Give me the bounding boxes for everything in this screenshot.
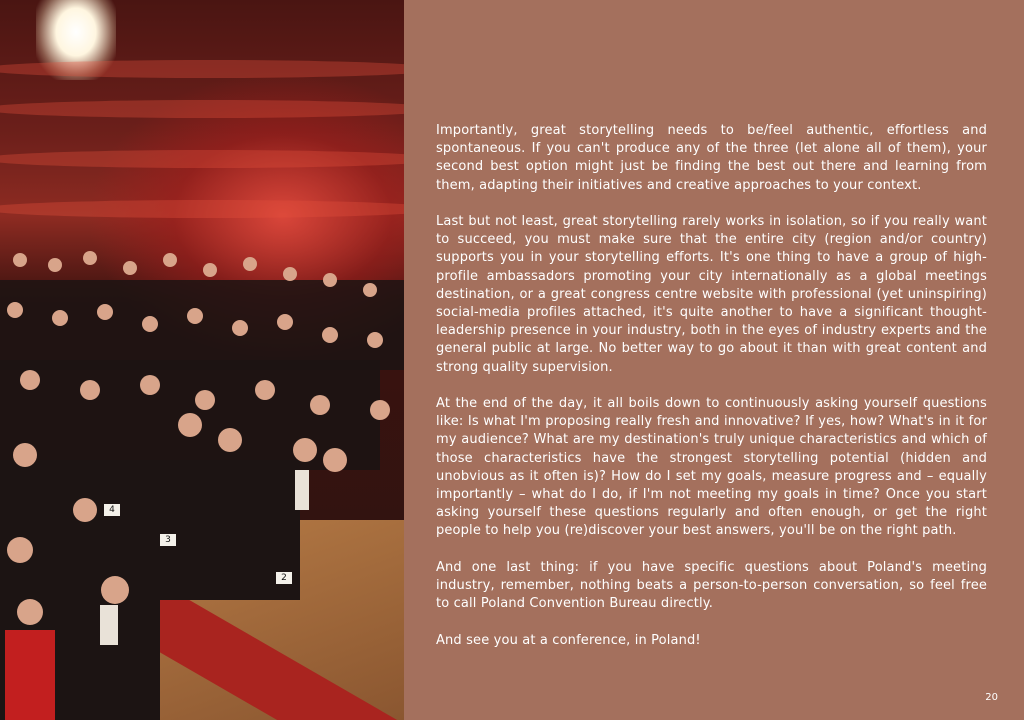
paragraph-contact-bureau: And one last thing: if you have specific questions about Poland's meeting industry, remember, nothing beats a person-to-person conversation, so feel free to call Poland Convention Bureau directly. xyxy=(436,559,987,612)
seat-number-tag: 4 xyxy=(104,504,120,516)
wall-relief xyxy=(0,100,404,118)
wall-relief xyxy=(0,200,404,218)
paragraph-authentic-storytelling: Importantly, great storytelling needs to be/feel authentic, effortless and spontaneous. If you can't produce any of the three (let alone all of them), your second best option might just be finding the best out there and learning from them, adapting their initiatives and creative approaches to your context. xyxy=(436,123,987,193)
audience-photo xyxy=(0,0,404,720)
body-text xyxy=(436,122,987,668)
audience-crowd xyxy=(0,240,404,720)
paragraph-closing: And see you at a conference, in Poland! xyxy=(436,632,701,648)
wall-relief xyxy=(0,150,404,168)
seat-number-tag: 2 xyxy=(276,572,292,584)
seat-number-tag: 3 xyxy=(160,534,176,546)
paragraph-asking-questions: At the end of the day, it all boils down to continuously asking yourself questions like: Is what I'm proposing really fresh and innovative? If yes, how? What's in it for my audience? What are my destination's truly unique characteristics and which of those characteristics have the strongest storytelling potential (hidden and unobvious as it often is)? How do I set my goals, measure progress and – equally importantly – what do I do, if I'm not meeting my goals in time? Once you start asking yourself these questions regularly and often enough, or get the right people to help you (re)discover your best answers, you'll be on the right path. xyxy=(436,396,987,539)
page-number: 20 xyxy=(985,692,998,703)
paragraph-city-support: Last but not least, great storytelling rarely works in isolation, so if you really want to succeed, you must make sure that the entire city (region and/or country) supports you in your storytelling efforts. It's one thing to have a group of high-profile ambassadors promoting your city internationally as a global meetings destination, or a great congress centre website with professional (yet uninspiring) social-media profiles attached, it's quite another to have a significant thought-leadership presence in your industry, both in the eyes of industry experts and the general public at large. No better way to go about it than with great content and strong quality supervision. xyxy=(436,214,987,375)
wall-relief xyxy=(0,60,404,78)
